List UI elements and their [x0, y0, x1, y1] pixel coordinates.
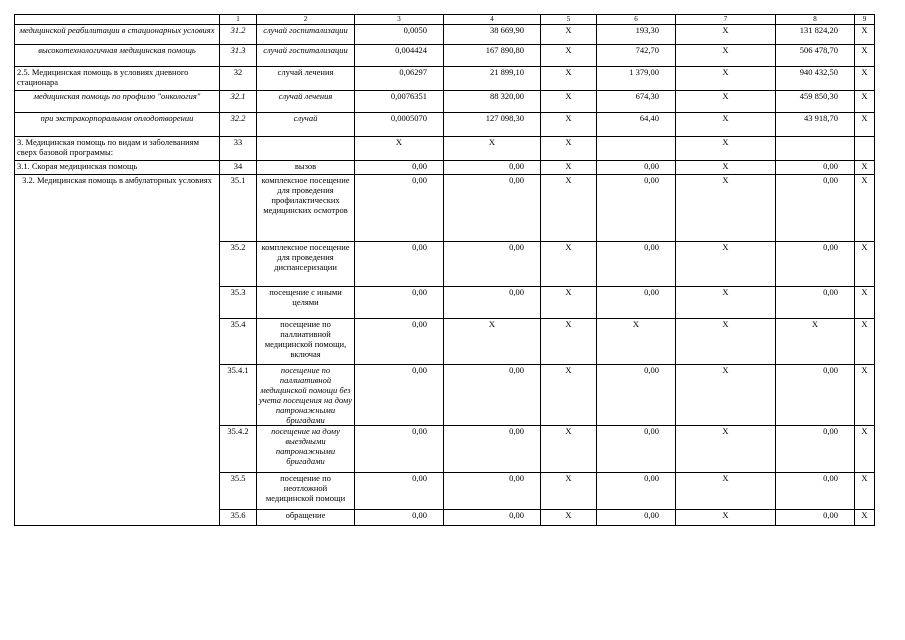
- cell-value: X: [676, 45, 776, 67]
- row-label: 2.5. Медицинская помощь в условиях дневного стационара: [15, 67, 220, 91]
- cell-value: X: [676, 67, 776, 91]
- row-unit: посещение по неотложной медицинской помощи: [257, 473, 355, 510]
- row-code: 32.2: [220, 113, 257, 137]
- cell-value: X: [541, 45, 597, 67]
- cell-value: X: [676, 426, 776, 473]
- row-code: 32: [220, 67, 257, 91]
- cell-value: X: [855, 25, 875, 45]
- cell-value: X: [676, 319, 776, 365]
- cell-value: 167 890,80: [444, 45, 541, 67]
- cell-value: 0,00: [776, 510, 855, 526]
- cell-value: 0,00: [355, 473, 444, 510]
- row-label: высокотехнологичная медицинская помощь: [15, 45, 220, 67]
- cell-value: 0,00: [355, 161, 444, 175]
- cell-value: X: [541, 365, 597, 426]
- cell-value: X: [855, 365, 875, 426]
- cell-value: X: [676, 25, 776, 45]
- row-code: 35.6: [220, 510, 257, 526]
- cell-value: 0,00: [355, 287, 444, 319]
- row-label: медицинская помощь по профилю "онкология": [15, 91, 220, 113]
- cell-value: X: [855, 175, 875, 242]
- row-unit: посещение с иными целями: [257, 287, 355, 319]
- row-unit: случай госпитализации: [257, 45, 355, 67]
- cell-value: 0,00: [776, 242, 855, 287]
- cell-value: X: [541, 510, 597, 526]
- header-cell: 5: [541, 15, 597, 25]
- table-row: [15, 137, 875, 161]
- cell-value: X: [676, 161, 776, 175]
- cell-value: 0,00: [444, 161, 541, 175]
- table-row: [15, 91, 875, 113]
- table-row: [15, 45, 875, 67]
- cell-value: X: [541, 67, 597, 91]
- cell-value: X: [855, 242, 875, 287]
- cell-value: X: [676, 175, 776, 242]
- header-cell: 8: [776, 15, 855, 25]
- cell-value: X: [444, 319, 541, 365]
- row-unit: посещение по паллиативной медицинской помощи, включая: [257, 319, 355, 365]
- cell-value: X: [676, 91, 776, 113]
- cell-value: X: [676, 473, 776, 510]
- cell-value: 0,00: [776, 365, 855, 426]
- cell-value: X: [855, 67, 875, 91]
- cell-value: X: [855, 473, 875, 510]
- cell-value: X: [676, 242, 776, 287]
- header-cell: 4: [444, 15, 541, 25]
- cell-value: 940 432,50: [776, 67, 855, 91]
- row-label: 3. Медицинская помощь по видам и заболеваниям сверх базовой программы:: [15, 137, 220, 161]
- cell-value: X: [676, 510, 776, 526]
- cell-value: X: [855, 45, 875, 67]
- cell-value: 43 918,70: [776, 113, 855, 137]
- cell-value: 0,00: [597, 161, 676, 175]
- row-unit: комплексное посещение для проведения профилактических медицинских осмотров: [257, 175, 355, 242]
- header-cell: 6: [597, 15, 676, 25]
- cell-value: 0,06297: [355, 67, 444, 91]
- cell-value: 38 669,90: [444, 25, 541, 45]
- cell-value: 0,00: [597, 175, 676, 242]
- cell-value: 21 899,10: [444, 67, 541, 91]
- cell-value: X: [541, 242, 597, 287]
- cell-value: X: [855, 287, 875, 319]
- row-unit: посещение по паллиативной медицинской помощи без учета посещения на дому патронажными бригадами: [257, 365, 355, 426]
- cell-value: 0,00: [444, 175, 541, 242]
- table-row: [15, 113, 875, 137]
- cell-value: 0,0050: [355, 25, 444, 45]
- row-code: 31.3: [220, 45, 257, 67]
- row-unit: обращение: [257, 510, 355, 526]
- cell-value: 0,00: [355, 319, 444, 365]
- cell-value: X: [444, 137, 541, 161]
- cell-value: 0,00: [444, 365, 541, 426]
- cell-value: X: [855, 113, 875, 137]
- cell-value: 0,00: [444, 287, 541, 319]
- header-row: [15, 15, 875, 25]
- cell-value: X: [676, 365, 776, 426]
- row-unit: комплексное посещение для проведения диспансеризации: [257, 242, 355, 287]
- cell-value: 0,00: [776, 161, 855, 175]
- row-code: 32.1: [220, 91, 257, 113]
- header-cell: 9: [855, 15, 875, 25]
- row-code: 35.5: [220, 473, 257, 510]
- cell-value: 0,00: [355, 365, 444, 426]
- cell-value: [597, 137, 676, 161]
- cell-value: 0,00: [355, 510, 444, 526]
- cell-value: 0,00: [597, 510, 676, 526]
- section-label: 3.2. Медицинская помощь в амбулаторных условиях: [15, 175, 220, 526]
- cell-value: 0,00: [597, 365, 676, 426]
- row-code: 33: [220, 137, 257, 161]
- row-code: 35.3: [220, 287, 257, 319]
- cell-value: X: [355, 137, 444, 161]
- cell-value: X: [776, 319, 855, 365]
- row-unit: случай: [257, 113, 355, 137]
- cell-value: X: [855, 426, 875, 473]
- row-unit: случай госпитализации: [257, 25, 355, 45]
- table-row: [15, 67, 875, 91]
- cell-value: X: [855, 161, 875, 175]
- cell-value: 0,00: [597, 473, 676, 510]
- cell-value: 0,0005070: [355, 113, 444, 137]
- cell-value: 0,00: [597, 287, 676, 319]
- row-code: 35.4: [220, 319, 257, 365]
- row-code: 35.1: [220, 175, 257, 242]
- table-row: [15, 161, 875, 175]
- row-label: медицинской реабилитации в стационарных условиях: [15, 25, 220, 45]
- row-unit: случай лечения: [257, 67, 355, 91]
- row-unit: вызов: [257, 161, 355, 175]
- row-code: 35.2: [220, 242, 257, 287]
- cell-value: 0,00: [444, 242, 541, 287]
- cell-value: 0,00: [444, 426, 541, 473]
- cell-value: X: [541, 113, 597, 137]
- row-unit: посещение на дому выездными патронажными бригадами: [257, 426, 355, 473]
- cell-value: X: [676, 113, 776, 137]
- cell-value: 0,00: [355, 175, 444, 242]
- cell-value: X: [855, 91, 875, 113]
- cell-value: 0,00: [444, 473, 541, 510]
- cell-value: X: [541, 287, 597, 319]
- cell-value: 0,00: [355, 242, 444, 287]
- row-code: 31.2: [220, 25, 257, 45]
- cell-value: 0,00: [355, 426, 444, 473]
- cell-value: 0,00: [597, 242, 676, 287]
- cell-value: X: [541, 175, 597, 242]
- row-code: 34: [220, 161, 257, 175]
- cell-value: 0,00: [597, 426, 676, 473]
- row-unit: [257, 137, 355, 161]
- row-unit: случай лечения: [257, 91, 355, 113]
- cell-value: X: [855, 319, 875, 365]
- row-code: 35.4.1: [220, 365, 257, 426]
- cell-value: 1 379,00: [597, 67, 676, 91]
- cell-value: X: [541, 91, 597, 113]
- cell-value: X: [541, 319, 597, 365]
- header-cell: 1: [220, 15, 257, 25]
- cell-value: X: [541, 473, 597, 510]
- cell-value: 193,30: [597, 25, 676, 45]
- cell-value: X: [541, 161, 597, 175]
- cell-value: 64,40: [597, 113, 676, 137]
- cell-value: 127 098,30: [444, 113, 541, 137]
- cell-value: X: [541, 137, 597, 161]
- cell-value: X: [676, 137, 776, 161]
- cell-value: X: [597, 319, 676, 365]
- row-label: 3.1. Скорая медицинская помощь: [15, 161, 220, 175]
- header-cell: 3: [355, 15, 444, 25]
- header-cell: 2: [257, 15, 355, 25]
- cell-value: X: [541, 426, 597, 473]
- cell-value: X: [541, 25, 597, 45]
- header-cell: 7: [676, 15, 776, 25]
- cell-value: [855, 137, 875, 161]
- cell-value: 131 824,20: [776, 25, 855, 45]
- cell-value: [776, 137, 855, 161]
- cell-value: 0,0076351: [355, 91, 444, 113]
- row-label: при экстракорпоральном оплодотворении: [15, 113, 220, 137]
- cell-value: 0,00: [776, 175, 855, 242]
- cell-value: 88 320,00: [444, 91, 541, 113]
- tariff-table: [14, 14, 875, 526]
- table-row: [15, 175, 875, 242]
- table-row: [15, 25, 875, 45]
- cell-value: 459 850,30: [776, 91, 855, 113]
- cell-value: 506 478,70: [776, 45, 855, 67]
- cell-value: 0,00: [776, 287, 855, 319]
- cell-value: X: [855, 510, 875, 526]
- row-code: 35.4.2: [220, 426, 257, 473]
- cell-value: X: [676, 287, 776, 319]
- cell-value: 0,00: [776, 426, 855, 473]
- header-cell: [15, 15, 220, 25]
- cell-value: 0,004424: [355, 45, 444, 67]
- cell-value: 742,70: [597, 45, 676, 67]
- cell-value: 0,00: [776, 473, 855, 510]
- cell-value: 0,00: [444, 510, 541, 526]
- cell-value: 674,30: [597, 91, 676, 113]
